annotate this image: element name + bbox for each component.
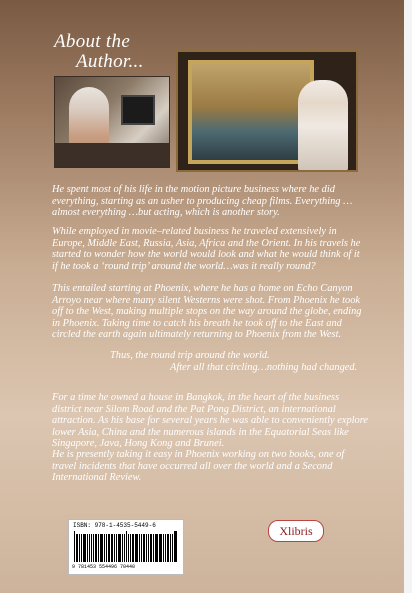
author-figure-2	[298, 80, 348, 172]
quote-line-1: Thus, the round trip around the world.	[110, 350, 270, 361]
barcode-bar	[76, 534, 78, 562]
barcode-bar	[174, 531, 177, 562]
isbn-barcode	[68, 519, 184, 575]
barcode-bar	[160, 534, 162, 562]
barcode-bar	[159, 534, 160, 562]
barcode-bar	[155, 534, 158, 562]
monitor	[121, 95, 155, 125]
bio-paragraph-3: This entailed starting at Phoenix, where he has a home on Echo Canyon Arroyo near where many silent Westerns were shot. From Phoenix he took off to the West, making multiple stops on the way around the globe, ending in Phoenix. Taking time to catch his breath he took off to the East and circled the earth again ultimately returning to Phoenix from the West.	[52, 283, 362, 341]
barcode-bar	[143, 534, 145, 562]
barcode-bar	[83, 534, 86, 562]
desk	[55, 143, 169, 167]
barcode-bars	[74, 531, 178, 562]
barcode-bar	[139, 534, 140, 562]
barcode-bar	[150, 534, 152, 562]
barcode-bar	[153, 534, 154, 562]
venice-painting	[188, 60, 314, 164]
barcode-bar	[130, 534, 131, 562]
barcode-bar	[148, 534, 149, 562]
barcode-bar	[114, 534, 115, 562]
heading-line-1: About the	[54, 31, 131, 52]
bio-paragraph-1: He spent most of his life in the motion picture business where he did everything, starting as an usher to producing cheap films. Everything …almost everything …but acting, which is another story.	[52, 184, 353, 219]
barcode-digits: 9 781453 554496 70440	[72, 564, 136, 570]
barcode-bar	[163, 534, 164, 562]
barcode-bar	[165, 534, 166, 562]
about-author-heading	[54, 32, 174, 72]
barcode-bar	[91, 534, 92, 562]
barcode-bar	[95, 534, 97, 562]
barcode-bar	[135, 534, 138, 562]
barcode-bar	[81, 534, 82, 562]
quote-line-2: After all that circling…nothing had changed.	[170, 361, 358, 373]
barcode-bar	[128, 534, 129, 562]
barcode-bar	[167, 534, 169, 562]
barcode-bar	[170, 534, 171, 562]
barcode-bar	[100, 534, 103, 562]
barcode-bar	[146, 534, 147, 562]
barcode-bar	[132, 534, 134, 562]
author-at-computer-photo	[54, 76, 170, 168]
page-edge	[404, 0, 412, 593]
isbn-text: ISBN: 978-1-4535-5449-6	[73, 522, 156, 529]
barcode-bar	[122, 534, 123, 562]
xlibris-logo: Xlibris	[268, 520, 324, 542]
barcode-bar	[98, 534, 99, 562]
barcode-bar	[172, 534, 173, 562]
barcode-bar	[118, 534, 121, 562]
barcode-bar	[141, 534, 142, 562]
barcode-bar	[89, 534, 91, 562]
barcode-bar	[126, 531, 128, 562]
barcode-bar	[111, 534, 113, 562]
barcode-bar	[108, 534, 110, 562]
heading-line-2: Author...	[76, 51, 144, 72]
barcode-bar	[116, 534, 117, 562]
author-with-painting-photo	[176, 50, 358, 172]
bio-paragraph-5: He is presently taking it easy in Phoenix working on two books, one of travel incidents that have occurred all over the world and a Second International Review.	[52, 449, 345, 484]
bio-paragraph-4: For a time he owned a house in Bangkok, in the heart of the business district near Silom Road and the Pat Pong District, an international attraction. As his base for several years he was able to conveniently explore lower Asia, China and the numerous islands in the Equatorial Seas like Singapore, Java, Hong Kong and Brunei.	[52, 392, 368, 450]
barcode-bar	[124, 534, 125, 562]
barcode-bar	[104, 534, 105, 562]
quote-block	[110, 350, 370, 373]
barcode-bar	[74, 531, 75, 562]
barcode-bar	[106, 534, 107, 562]
barcode-bar	[87, 534, 88, 562]
barcode-bar	[93, 534, 94, 562]
barcode-bar	[79, 534, 80, 562]
bio-paragraph-2: While employed in movie–related business he traveled extensively in Europe, Middle East, Russia, Asia, Africa and the Orient. In his travels he started to wonder how the world would look and what he would think of it if he took a ‘round trip’ around the world…was it really round?	[52, 226, 361, 272]
